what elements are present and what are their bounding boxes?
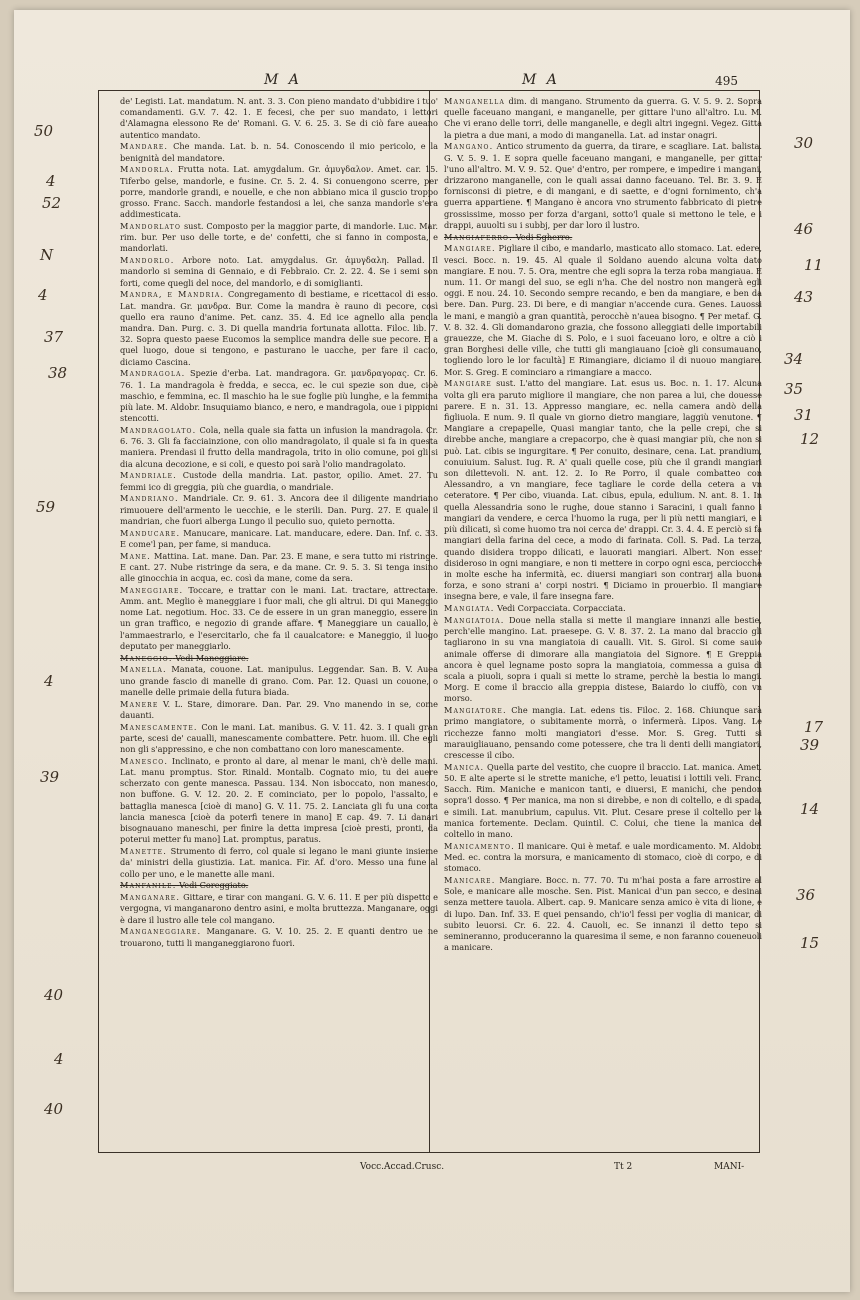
dictionary-entry: Mandorlo. Arbore noto. Lat. amygdalus. Gr. ἀμυγδαλη. Pallad. Il mandorlo si semina di Gennaio, e di Febbraio. Cr. 2. 22. 4. Se i semi son forti, come quegli del noce, del mandorlo, e di somiglianti. [120,255,438,288]
margin-note-right: 35 [784,380,804,398]
dictionary-entry: Manella. Manata, couone. Lat. manipulus. Leggendar. San. B. V. Auea uno grande fascio di manelle di grano. Com. Par. 12. Quasi un couone, o manelle delle primaie della futura biada. [120,664,438,697]
margin-note-right: 43 [794,288,814,306]
dictionary-entry: Manere V. L. Stare, dimorare. Dan. Par. 29. Vno manendo in se, come dauanti. [120,698,438,720]
margin-note-right: 15 [800,934,820,952]
entry-headword: Manganare. [120,892,181,903]
dictionary-entry: Manducare. Manucare, manicare. Lat. manducare, edere. Dan. Inf. c. 33. E come'l pan, per fame, si manduca. [120,527,438,549]
dictionary-entry: Mangiare sust. L'atto del mangiare. Lat. esus us. Boc. n. 1. 17. Alcuna volta gli era paruto migliore il mangiare, che non parea a lui, che douesse parere. E n. 31. 13. Appresso mangiare, ec. nella camera andò della figliuola. E num. 9. Il quale vn giorno dietro mangiare, laggiù venutone. ¶ Mangiare a crepapelle, Quasi mangiar tanto, che la pelle crepi, che si direbbe anche, mangiare a crepacorpo, che è quasi mangiar più, che non si può. Lat. cibis se ingurgitare. ¶ Per conuito, desinare, cena. Lat. prandium, conuiuium. Salust. Iug. R. A' quali quelle cose, più che il grandi mangiari son dilettevoli. N. ant. 12. 2. Io Re Porro, il quale combatteo con Alessandro, a vn mangiare, fece tagliare le corde della cetera a vn ceteratore. ¶ Per cibo, viuanda. Lat. cibus, epula, edulium. N. ant. 8. 1. In quella Alessandria sono le rughe, doue stanno i Saracini, i quali fanno i mangiari da vendere, e cerca l'huomo la ruga, per li più netti mangiari, e i più dilicati, sì come huomo tra noi cerca de' drappi. Cr. 3. 4. 4. E perciò si fa mangiari della farina del cece, a modo di farinata. Coll. S. Pad. La terza, quando disidera troppo dilicati, e lauorati mangiari. Albert. Non esser disideroso in ogni mangiare, e non ti mettere in corpo ogni esca, perciocchè in molte esche ha infermità, ec. diuersi mangiari son contrarj alla buona forza, e sono strani a' corpi nostri. ¶ Diciamo in prouerbio. Il mangiare insegna bere, e vale, il fare insegna fare. [444,378,762,602]
dictionary-entry: Mane. Mattina. Lat. mane. Dan. Par. 23. E mane, e sera tutto mi ristringe. E cant. 27. Nube ristringe da sera, e da mane. Cr. 9. 5. 3. Si tenga insino alle ginocchia in acqua, ec. così da mane, come da sera. [120,550,438,584]
margin-note-left: 52 [42,194,62,212]
running-head-right: M A [522,72,560,88]
entry-headword: Mangiatoia. [444,614,505,625]
margin-note-right: 31 [794,406,814,424]
dictionary-entry: Manicamento. Il manicare. Qui è metaf. e uale mordicamento. M. Aldobr. Med. ec. contra la morsura, e manicamento di stomaco, cioè di corpo, e di stomaco. [444,840,762,874]
entry-headword: Maneggiare. [120,584,184,595]
entry-headword: Manella. [120,664,167,675]
dictionary-entry: Mandriale. Custode della mandria. Lat. pastor, opilio. Amet. 27. Tu femmi ico di greggia, più che guardia, o mandriale. [120,470,438,492]
margin-note-left: 50 [34,122,54,140]
dictionary-entry: Manganare. Gittare, e tirar con mangani. G. V. 6. 11. E per più dispetto e vergogna, vi manganarono dentro asini, e molta bruttezza. Manganare, oggi è dare il lustro alle tele col mangano. [120,892,438,925]
dictionary-entry: de' Legisti. Lat. mandatum. N. ant. 3. 3. Con pieno mandato d'ubbidire i tuo' comandamenti. G.V. 7. 42. 1. E fecesi, che per suo mandato, i lettori d'Alamagna elessono Re de' Romani. G. V. 6. 25. 3. Se di ciò fare aueano autentico mandato. [120,96,438,140]
dictionary-entry: Manicare. Mangiare. Bocc. n. 77. 70. Tu m'hai posta a fare arrostire al Sole, e manicare alle mosche. Sen. Pist. Manicai d'un pan secco, e desinai senza mettere tauola. Albert. cap. 9. Manicare senza amico è vita di lione, e di lupo. Dan. Inf. 33. E quei pensando, ch'io'l fessi per voglia di manicar, di subito leuorsi. Cr. 6. 22. 4. Cauoli, ec. Se innanzi il detto tepo si semineranno, produceranno la quaresima il seme, e non faranno coueneuoli a manicare. [444,874,762,953]
dictionary-entry: Manescamente. Con le mani. Lat. manibus. G. V. 11. 42. 3. I quali gran parte, scesi de' caualli, manescamente combattere. Petr. huom. ill. Che egli non gli s'appressino, e che non combattano con loro manescamente. [120,721,438,755]
margin-note-left: 4 [38,286,48,304]
frame-bottom-rule [98,1152,760,1153]
dictionary-entry: Mangano. Antico strumento da guerra, da tirare, e scagliare. Lat. balista. G. V. 5. 9. 1. E sopra quelle faceuano mangani, e manganelle, per gittar l'uno all'altro. M. V. 9. 52. Que' d'entro, per rompere, e impedire i mangani, drizzarono manganelle, con le quali assai danno faceuano. Tel. Br. 3. 9. E fornisconsi di pietre, e di mangani, e di saette, e d'ogni fornimento, ch'a guerra appartiene. ¶ Mangano è ancora vno strumento fabbricato di pietre grossissime, mosso per forza d'argani, sotto'l quale si mettono le tele, e i drappi, auuolti su i subbj, per dar loro il lustro. [444,141,762,230]
entry-headword: Mandriano. [120,493,179,504]
dictionary-entry: Manesco. Inclinato, e pronto al dare, al menar le mani, ch'è delle mani. Lat. manu promptus. Stor. Rinald. Montalb. Cognato mio, tu dei auere scherzato con gente manesca. Passau. 134. Non isboccato, non manesco, non buffone. G. V. 12. 20. 2. E cominciato, per lo popolo, l'assalto, e battaglia manesca [cioè di mano] G. V. 11. 75. 2. Lanciata gli fu una corta lancia manesca [cioè da poterfi tenere in mano] E cap. 49. 7. Li danari bisognauano maneschi, per finire la detta impresa [cioè presti, pronti, da poterui metter fu mano] Lat. promptus, paratus. [120,755,438,845]
right-column [444,96,762,1146]
entry-headword: Manicamento. [444,840,515,851]
margin-note-right: 14 [800,800,820,818]
margin-note-left: 38 [48,364,68,382]
page [14,10,850,1292]
footer-catchword: MANI- [714,1162,745,1172]
entry-headword: Manere [120,698,159,709]
entry-headword: Mane. [120,550,151,561]
entry-headword: Mangiare [444,378,492,389]
margin-note-left: 37 [44,328,64,346]
margin-note-right: 39 [800,736,820,754]
dictionary-entry: Manganella dim. di mangano. Strumento da guerra. G. V. 5. 9. 2. Sopra quelle faceuano mangani, e manganelle, per gittare l'uno all'altro. Lu. M. Che vi erano delle torri, delle manganelle, e degli altri ingegni. Vegez. Gitta la pietra a due mani, a modo di manganella. Lat. ad instar onagri. [444,96,762,140]
entry-headword: Manfanile. [120,880,177,891]
dictionary-entry: Mandorlato sust. Composto per la maggior parte, di mandorle. Luc. Mar. rim. bur. Per uso delle torte, e de' confetti, che si fanno in composta, e mandorlati. [120,221,438,254]
entry-headword: Mangiatore. [444,705,507,716]
entry-headword: Maneggio. [120,652,173,663]
entry-headword: Mangiata. [444,603,495,614]
footer-imprint: Vocc.Accad.Crusc. [360,1162,445,1172]
dictionary-entry-struck: Manfanile. Vedi Coreggiato. [120,880,249,891]
dictionary-entry: Mandragolato. Cola, nella quale sia fatta un infusion la mandragola. Cr. 6. 76. 3. Gli fa facciainzione, con olio mandragolato, il quale si fa in questa maniera. Prendasi il frutto della mandragola, trito in olio comune, poi gli si dia alcuna decozione, e si coli, e questo poi sarà l'olio mandragolato. [120,425,438,469]
entry-headword: Mangiare. [444,243,496,254]
dictionary-entry-struck: Mangiaferro. Vedi Sgherro. [444,231,573,242]
entry-headword: Manescamente. [120,721,198,732]
entry-headword: Manesco. [120,755,169,766]
margin-note-left: 4 [44,672,54,690]
entry-headword: Mandragola. [120,368,186,379]
margin-note-left: N [40,246,54,264]
entry-headword: Mandragolato. [120,425,197,436]
entry-headword: Mangiaferro. [444,231,513,242]
footer-signature: Tt 2 [614,1162,633,1172]
dictionary-entry: Mandorla. Frutta nota. Lat. amygdalum. Gr. ἀμυγδαλον. Amet. car. 15. Tiferbo gelse, mandorle, e fusine. Cr. 5. 2. 4. Si conuengono scerre, per porre, mandorle grandi, e nouelle, e che non abbiano mica il guscio troppo grosso. Franc. Sacch. mandorle festandosi a lei, che sanza mandorle s'era addimesticata. [120,164,438,220]
dictionary-entry: Mandare. Che manda. Lat. b. n. 54. Conoscendo il mio pericolo, e la benignità del mandatore. [120,141,438,163]
dictionary-entry: Mangiatore. Che mangia. Lat. edens tis. Filoc. 2. 168. Chiunque sarà primo mangiatore, o subitamente morrà, o infermerà. Lipos. Vang. Le ricchezze fanno molti mangiatori d'esse. Mor. S. Greg. Tutti si marauigliauano, pensando come potessere, che tra li denti delli mangiatori, crescesse il cibo. [444,705,762,760]
margin-note-left: 59 [36,498,56,516]
entry-headword: Manette. [120,846,168,857]
margin-note-right: 17 [804,718,824,736]
entry-headword: Manganella [444,96,506,106]
margin-note-right: 46 [794,220,814,238]
dictionary-entry: Mandriano. Mandriale. Cr. 9. 61. 3. Ancora dee il diligente mandriano rimuouere dell'armento le uecchie, e le sterili. Dan. Purg. 27. E quale il mandrian, che fuori alberga Lungo il peculio suo, quieto pernotta. [120,493,438,526]
margin-note-left: 4 [46,172,56,190]
margin-note-left: 39 [40,768,60,786]
entry-headword: Mangano. [444,141,494,152]
margin-note-left: 4 [54,1050,64,1068]
margin-note-left: 40 [44,986,64,1004]
dictionary-entry: Manganeggiare. Manganare. G. V. 10. 25. 2. E quanti dentro ue ne trouarono, tutti li manganeggiarono fuori. [120,926,438,948]
dictionary-entry: Mangiata. Vedi Corpacciata. Corpacciata. [444,603,626,614]
dictionary-entry: Manette. Strumento di ferro, col quale si legano le mani giunte insieme da' ministri della giustizia. Lat. manica. Fir. Af. d'oro. Messo una fune al collo per uno, e le manette alle mani. [120,846,438,879]
entry-headword: Manica. [444,761,485,772]
entry-headword: Mandriale. [120,470,177,481]
dictionary-entry: Mangiare. Pigliare il cibo, e mandarlo, masticato allo stomaco. Lat. edere, vesci. Bocc. n. 19. 45. Al quale il Soldano auendo alcuna volta dato mangiare. E nou. 7. 5. Ora, mentre che egli sopra la terza roba mangiaua. E num. 11. Or mangi del suo, se egli n'ha. Che del nostro non mangerà egli oggi. E nou. 24. 10. Secondo sempre recando, e ben da mangiare, e ben da bere. Dan. Purg. 23. Di bere, e di mangiar n'accende cura. Genes. Lauossi le mani, e mangiò a gran quantità, perocchè n'auea bisogno. ¶ Per metaf. G. V. 8. 32. 4. Gli domandarono grazia, che fossono alleggiati delle importabili grauezze, che M. Giache di S. Polo, e i suoi faceuano loro, e oltre a ciò i gran Borghesi delle ville, che tutti gli mangiauano [cioè gli consumauano, togliendo loro le lor facultà] E Rimangiare, diciamo il di nuouo mangiare. Mor. S. Greg. E cominciaro a rimangiare a macco. [444,243,762,377]
entry-headword: Mandare. [120,141,169,152]
margin-note-left: 40 [44,1100,64,1118]
dictionary-entry: Mangiatoia. Doue nella stalla si mette il mangiare innanzi alle bestie, perch'elle mangino. Lat. praesepe. G. V. 8. 37. 2. La mano dal braccio gli tagliarono in su vna mangiatoia di caualli. Vit. S. Girol. Si come sauio animale offerse di dimorare alla mangiatoia del Signore. ¶ E Greppia ancora è quel legname posto sopra la mangiatoia, commessa a guisa di scala a piuoli, sopra i quali si mette lo strame, perchè la bestia lo mangi. Morg. E come il braccio alla greppia distese, Baiardo lo ciuffò, con vn morso. [444,614,762,704]
dictionary-entry: Maneggiare. Toccare, e trattar con le mani. Lat. tractare, attrectare. Amm. ant. Meglio è maneggiare i fuor mali, che gli altrui. Di qui Maneggio nome Lat. negotium. Hoc. 33. Ce de essere in un gran maneggio, essere in un gran traffico, e negozio di grande affare. ¶ Maneggiare un cauallo, è l'ammaestrarlo, e l'esercitarlo, che fa il caualcatore: e Maneggio, il luogo deputato per maneggiarlo. [120,584,438,651]
dictionary-entry: Manica. Quella parte del vestito, che cuopre il braccio. Lat. manica. Amet. 50. E alte aperte si le strette maniche, e'l petto, leuatisi i lottili veli. Franc. Sacch. Rim. Maniche e manicon tanti, e diuersi, E manichi, che pendon sopra'l dosso. ¶ Per manica, ma non si direbbe, e non di coltello, e di spada, e simili. Lat. manubrium, capulus. Vit. Plut. Cesare prese il coltello per la manica fortemente. Declam. Quintil. C. Colui, che tiene la manica del coltello in mano. [444,761,762,839]
margin-note-right: 30 [794,134,814,152]
entry-headword: Mandorlato [120,221,182,232]
margin-note-right: 34 [784,350,804,368]
margin-note-right: 12 [800,430,820,448]
frame-left-rule [98,90,99,1152]
entry-headword: Manducare. [120,527,181,538]
dictionary-entry: Mandra, e Mandria. Congregamento di bestiame, e ricettacol di esso. Lat. mandra. Gr. μανδρα. Bur. Come la mandra è rauno di pecore, così quello era rauno d'anime. Pet. canz. 35. 4. Ed ice agnello alla penola mandra. Dan. Purg. c. 3. Di quella mandria fortunata allotta. Filoc. lib. 7. 32. Sopra questo paese Eucomos la semplice mandra delle sue pecore. E a quel luogo, doue si tengono, e pasturano le uacche, per fare il cacio, diciamo Cascina. [120,289,438,367]
entry-headword: Mandorlo. [120,255,175,266]
margin-note-right: 36 [796,886,816,904]
entry-headword: Mandorla. [120,164,174,175]
left-column [120,96,438,1146]
margin-note-right: 11 [804,256,824,274]
entry-headword: Manganeggiare. [120,926,202,937]
entry-headword: Mandra, e Mandria. [120,289,225,300]
dictionary-entry: Mandragola. Spezie d'erba. Lat. mandragora. Gr. μανδραγορας. Cr. 6. 76. 1. La mandragola è fredda, e secca, ec. le cui spezie son due, cioè maschio, e femmina, ec. Il maschio ha le sue foglie più lunghe, e la femmina più late. M. Aldobr. Insuquiamo bianco, e nero, e mandragola, oue i pippioni stencotti. [120,368,438,424]
page-number: 495 [715,74,738,88]
running-head-left: M A [264,72,302,88]
dictionary-entry-struck: Maneggio. Vedi Maneggiare. [120,652,249,663]
entry-headword: Manicare. [444,874,496,885]
